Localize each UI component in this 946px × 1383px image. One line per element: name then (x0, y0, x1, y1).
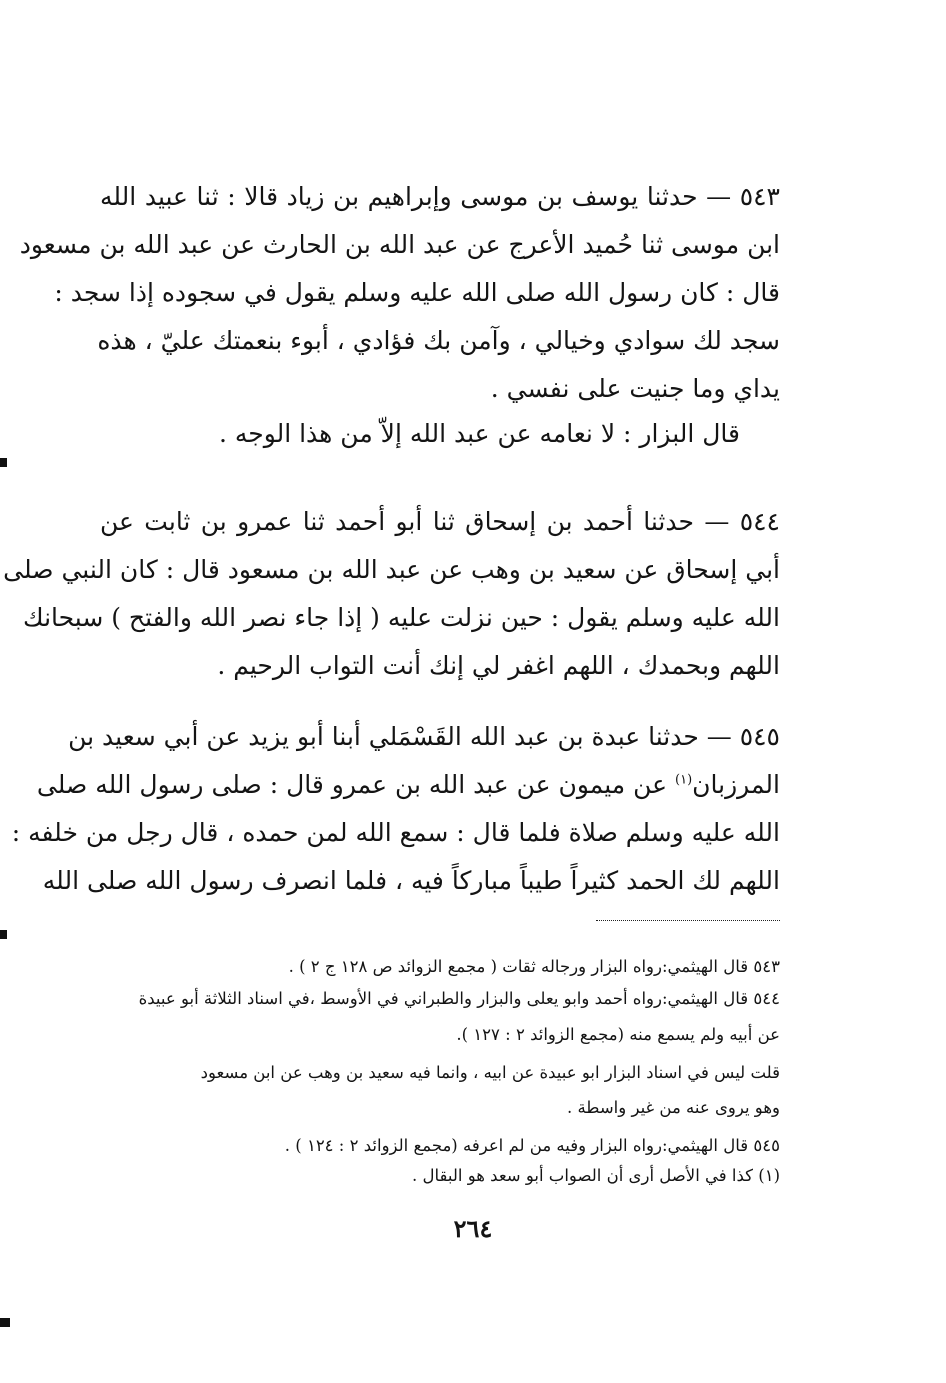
text-line: سجد لك سوادي وخيالي ، وآمن بك فؤادي ، أبوء بنعمتك عليّ ، هذه (97, 326, 780, 355)
text-fragment: عن ميمون عن عبد الله بن عمرو قال : صلى رسول الله صلى (36, 770, 668, 799)
footnote-line: ٥٤٥ قال الهيثمي:رواه البزار وفيه من لم اعرفه (مجمع الزوائد ٢ : ١٢٤ ) . (284, 1136, 780, 1155)
text-line: الله عليه وسلم يقول : حين نزلت عليه ( إذا جاء نصر الله والفتح ) سبحانك (23, 603, 780, 632)
page-number: ٢٦٤ (453, 1214, 493, 1243)
comment-text: قال البزار : لا نعامه عن عبد الله إلاّ من هذا الوجه . (218, 419, 740, 448)
footnote-line: عن أبيه ولم يسمع منه (مجمع الزوائد ٢ : ١٢٧ ). (456, 1025, 780, 1044)
footnote-separator (596, 920, 780, 921)
text-line: ابن موسى ثنا حُميد الأعرج عن عبد الله بن الحارث عن عبد الله بن مسعود (19, 230, 780, 259)
scan-edge-mark (0, 930, 7, 939)
text-line: يداي وما جنيت على نفسي . (490, 374, 780, 403)
text-fragment: المرزبان (692, 770, 780, 799)
text-line: الله عليه وسلم صلاة فلما قال : سمع الله لمن حمده ، قال رجل من خلفه : (11, 818, 780, 847)
scan-edge-mark (0, 458, 7, 467)
scan-edge-mark (0, 1318, 10, 1327)
footnote-line: (١) كذا في الأصل أرى أن الصواب أبو سعد هو البقال . (412, 1166, 780, 1185)
text-line: اللهم وبحمدك ، اللهم اغفر لي إنك أنت التواب الرحيم . (217, 651, 780, 680)
hadith-545 (11, 713, 780, 905)
text-line: قال : كان رسول الله صلى الله عليه وسلم يقول في سجوده إذا سجد : (54, 278, 780, 307)
text-line: ٥٤٥ — حدثنا عبدة بن عبد الله القَسْمَلي أبنا أبو يزيد عن أبي سعيد بن (68, 722, 780, 751)
text-line: اللهم لك الحمد كثيراً طيباً مباركاً فيه ، فلما انصرف رسول الله صلى الله (42, 866, 780, 895)
footnote-line: ٥٤٤ قال الهيثمي:رواه أحمد وابو يعلى والبزار والطبراني في الأوسط ،في اسناد الثلاثة أبو عبيدة (138, 989, 780, 1008)
footnote-line: قلت ليس في اسناد البزار ابو عبيدة عن ابيه ، وانما فيه سعيد بن وهب عن ابن مسعود (200, 1063, 780, 1082)
footnote-line: ٥٤٣ قال الهيثمي:رواه البزار ورجاله ثقات ( مجمع الزوائد ص ١٢٨ ج ٢ ) . (288, 957, 780, 976)
text-line: ٥٤٤ — حدثنا أحمد بن إسحاق ثنا أبو أحمد ثنا عمرو بن ثابت عن (100, 507, 780, 536)
footnote-line: وهو يروى عنه من غير واسطة . (566, 1098, 780, 1117)
hadith-543 (19, 173, 780, 413)
footnote-ref: (١) (675, 772, 693, 788)
text-line (36, 761, 780, 809)
hadith-544 (3, 498, 780, 690)
text-line: أبي إسحاق عن سعيد بن وهب عن عبد الله بن مسعود قال : كان النبي صلى (3, 555, 780, 584)
text-line: ٥٤٣ — حدثنا يوسف بن موسى وإبراهيم بن زياد قالا : ثنا عبيد الله (100, 182, 780, 211)
bazzar-comment (100, 410, 740, 458)
